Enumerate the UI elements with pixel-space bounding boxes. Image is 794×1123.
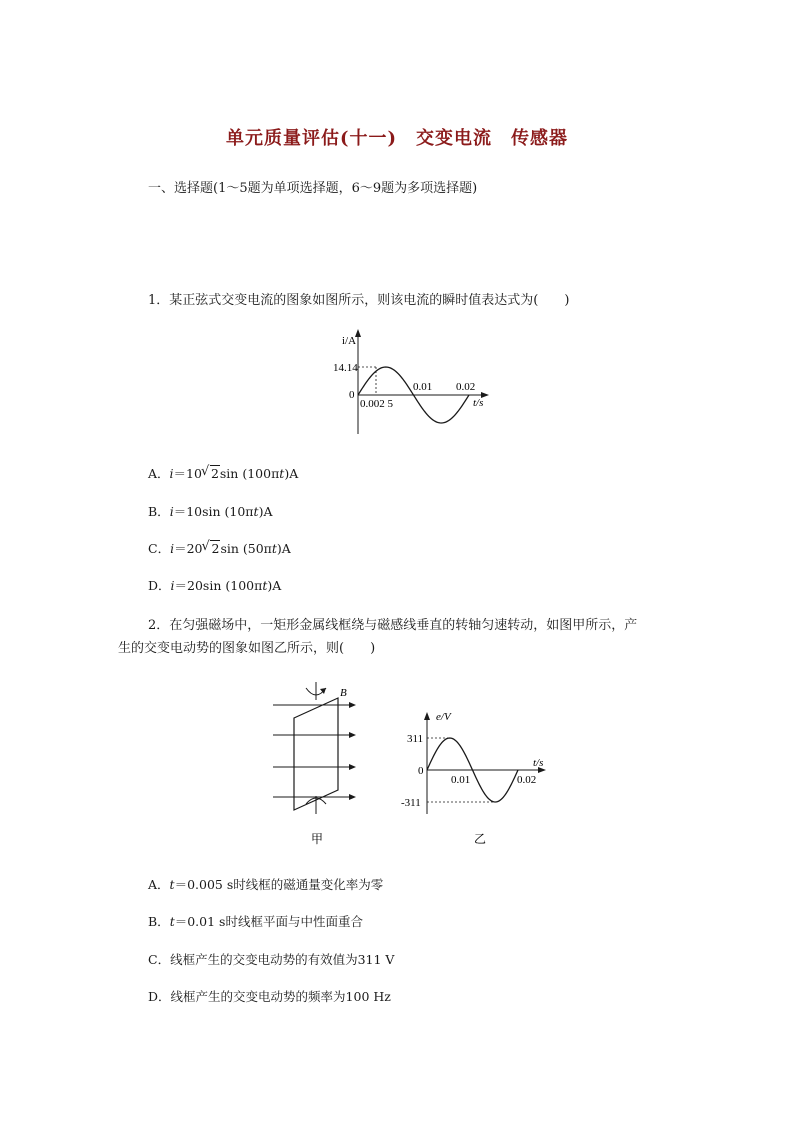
q1-quarter-label: 0.002 5 [360, 398, 393, 410]
q1-sine-graph [320, 326, 500, 438]
page-title: 单元质量评估(十一) 交变电流 传感器 [225, 128, 569, 149]
caption-jia: 甲 [311, 832, 324, 846]
q1-stem: 1．某正弦式交变电流的图象如图所示，则该电流的瞬时值表达式为( ) [148, 293, 570, 308]
q2-option-b: B．t＝0.01 s时线框平面与中性面重合 [148, 914, 363, 929]
q1-option-b: B．i＝10sin (10πt)A [148, 504, 273, 519]
q2-option-c: C．线框产生的交变电动势的有效值为311 V [148, 952, 395, 967]
q1-x-label: t/s [473, 397, 484, 409]
q1-option-c: C．i＝20√ 2sin (50πt)A [148, 539, 291, 557]
q2-option-d: D．线框产生的交变电动势的频率为100 Hz [148, 989, 391, 1004]
section-heading: 一、选择题(1～5题为单项选择题，6～9题为多项选择题) [148, 181, 478, 196]
q2-period-label: 0.02 [517, 774, 537, 786]
q1-y-label: i/A [342, 335, 357, 347]
q2-half-label: 0.01 [451, 774, 471, 786]
q2-fig-jia [268, 680, 368, 850]
q1-origin-label: 0 [349, 389, 355, 401]
q2-stem-line1: 2．在匀强磁场中，一矩形金属线框绕与磁感线垂直的转轴匀速转动，如图甲所示，产 [148, 618, 638, 633]
q2-trough-label: -311 [401, 797, 421, 809]
q1-peak-label: 14.14 [333, 362, 358, 374]
q1-half-label: 0.01 [413, 381, 433, 393]
q2-fig-yi [370, 706, 550, 850]
q2-peak-label: 311 [407, 733, 424, 745]
q2-x-label: t/s [533, 757, 544, 769]
q2-y-label: e/V [436, 711, 451, 723]
q1-option-a: A．i＝10√ 2sin (100πt)A [148, 464, 298, 482]
q2-stem-line2: 生的交变电动势的图象如图乙所示，则( ) [118, 641, 376, 656]
q2-option-a: A．t＝0.005 s时线框的磁通量变化率为零 [148, 877, 384, 892]
q1-period-label: 0.02 [456, 381, 476, 393]
q2-origin-label: 0 [418, 765, 424, 777]
q1-option-d: D．i＝20sin (100πt)A [148, 578, 282, 593]
field-b-label: B [340, 687, 347, 699]
coil-frame [294, 698, 338, 810]
caption-yi: 乙 [474, 832, 487, 846]
